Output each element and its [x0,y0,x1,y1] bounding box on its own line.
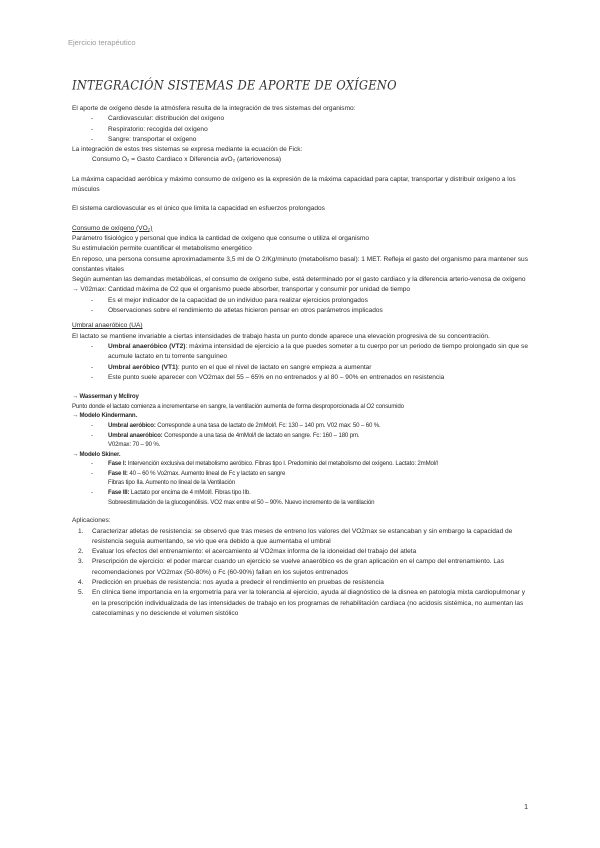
item-number: 1. [78,527,84,535]
definition: Este punto suele aparecer con VO2max del 55 – 65% en no entrenados y al 80 – 90% en entrenados en resistencia [108,373,445,381]
kindermann-list [72,421,534,440]
intro-paragraph: El aporte de oxígeno desde la atmósfera resulta de la integración de tres sistemas del organismo: [72,105,356,112]
term: Umbral aeróbico: [108,421,156,429]
fick-equation: Consumo O₂ = Gasto Cardiaco x Diferencia avO₂ (arteriovenosa) [92,156,282,164]
definition: Fibras tipo IIa. Aumento no lineal de la Ventilación [108,479,236,487]
item-text: Prescripción de ejercicio: el poder marcar cuando un ejercicio se vuelve anaeróbico es de gran aplicación en el campo del entrenamiento. Las recomendaciones por VO2max (50-80%) o Fc (60-90%) fallan en los sujetos entrenados [92,558,504,576]
vo2max-line: → V02max: Cantidad máxima de O2 que el organismo puede absorber, transportar y consumir por unidad de tiempo [72,286,411,294]
item-number: 3. [78,558,84,566]
list-item [72,431,534,441]
cardio-paragraph: El sistema cardiovascular es el único que limita la capacidad en esfuerzos prolongados [72,205,325,213]
term: Fase II: [108,469,128,477]
wasserman-text: Punto donde el lactato comienza a incrementarse en sangre, la ventilación aumenta de forma desproporcionada al O2 consumido [72,402,404,410]
vo2-line: Parámetro fisiológico y personal que indica la cantidad de oxígeno que consume o utiliza el organismo [72,234,369,242]
models-section [72,392,534,507]
term: Fase III: [108,489,130,497]
list-item [72,373,534,383]
vo2-line: En reposo, una persona consume aproximadamente 3,5 ml de O 2/Kg/minuto (metabolismo basal): 1 MET. Refleja el gasto del organismo para mantener sus constantes vitales [72,255,528,273]
list-item [72,363,534,373]
list-item [72,557,534,578]
vo2-line: Según aumentan las demandas metabólicas, el consumo de oxígeno sube, está determinado por el gasto cardiaco y la diferencia arterio-venosa de oxígeno [72,276,526,284]
list-item: - Respiratorio: recogida del oxígeno [72,125,534,135]
applications-heading: Aplicaciones: [72,517,111,525]
running-header: Ejercicio terapéutico [68,38,136,47]
item-text: En clínica tiene importancia en la ergometría para ver la tolerancia al ejercicio, ayuda al diagnóstico de la disnea en patología mixta cardiopulmonar y en la prescripción individualizada de las intensidades de trabajo en los programas de rehabilitación cardiaca (no acidosis sistémica, no aumentan las catecolaminas y no desciende el volumen sistólico [92,589,526,617]
item-number: 5. [78,589,84,597]
definition: : máxima intensidad de ejercicio a la que puedes someter a tu cuerpo por un periodo de tiempo prolongado sin que se acumule lactato en tu torrente sanguíneo [108,342,528,361]
definition: Corresponde a una tasa de 4mMol/l de lactato en sangre. Fc: 160 – 180 pm. [162,431,360,439]
definition: Intervención exclusiva del metabolismo aeróbico. Fibras tipo I. Predominio del metabolismo del oxígeno. Lactato: 2mMol/l [126,460,438,468]
document-body [72,104,534,619]
wasserman-heading: → Wasserman y Mcllroy [72,393,139,401]
list-item [72,342,534,363]
item-number: 4. [78,579,84,587]
item-text: Evaluar los efectos del entrenamiento: el acercamiento al VO2max informa de la idoneidad del trabajo del atleta [92,548,417,556]
kindermann-extra: V02max: 70 – 90 %. [108,441,161,449]
list-item: - Sangre: transportar el oxígeno [72,135,534,145]
applications-list [72,527,534,620]
item-number: 2. [78,548,84,556]
list-item: - Cardiovascular: distribución del oxígeno [72,114,534,124]
definition: Sobreestimulación de la glucogenólisis. VO2 max entre el 50 – 90%. Nuevo incremento de la ventilación [108,498,375,506]
definition: 40 – 60 % Vo2max. Aumento lineal de Fc y lactato en sangre [127,469,286,477]
list-item [72,588,534,619]
item-text: Predicción en pruebas de resistencia: nos ayuda a predecir el rendimiento en pruebas de resistencia [92,579,384,587]
term: Umbral aeróbico (VT1) [108,363,178,371]
page-title: INTEGRACIÓN SISTEMAS DE APORTE DE OXÍGENO [72,77,397,94]
systems-list [72,114,534,145]
kindermann-heading: → Modelo Kindermann. [72,412,138,420]
list-item [72,488,534,507]
ua-list [72,342,534,383]
list-item: - Observaciones sobre el rendimiento de atletas hicieron pensar en otros parámetros implicados [72,306,534,316]
definition: Lactato por encima de 4 mMol/l. Fibras tipo IIb. [129,489,251,497]
vo2-heading: Consumo de oxígeno (VO₂) [72,224,153,232]
item-text: Caracterizar atletas de resistencia: se observó que tras meses de entreno los valores del VO2max se estancaban y sin embargo la capacidad de resistencia seguía aumentando, se vio que era debido a que aumentaba el umbral [92,527,513,545]
ua-heading: Umbral anaeróbico (UA) [72,322,143,330]
ua-paragraph: El lactato se mantiene invariable a ciertas intensidades de trabajo hasta un punto donde aparece una elevación progresiva de su concentración. [72,332,490,340]
skinner-list [72,459,534,507]
term: Umbral anaeróbico (VT2) [108,342,186,350]
list-item [72,459,534,469]
list-item [72,578,534,588]
term: Fase I: [108,460,127,468]
list-item [72,527,534,548]
list-item [72,421,534,431]
page-number: 1 [524,802,529,811]
vo2max-list [72,296,534,317]
max-capacity-paragraph: La máxima capacidad aeróbica y máximo consumo de oxígeno es la expresión de la máxima capacidad para captar, transportar y distribuir oxígeno a los músculos [72,175,516,194]
list-item: - Es el mejor indicador de la capacidad de un individuo para realizar ejercicios prolongados [72,296,534,306]
list-item [72,469,534,488]
definition: : punto en el que el nivel de lactato en sangre empieza a aumentar [177,363,372,371]
vo2-line: Su estimulación permite cuantificar el metabolismo energético [72,245,252,253]
skinner-heading: → Modelo Skiner. [72,450,121,458]
term: Umbral anaeróbico: [108,431,163,439]
definition: Corresponde a una tasa de lactato de 2mMol/l. Fc: 130 – 140 pm. V02 max: 50 – 60 %. [155,421,381,429]
fick-intro: La integración de estos tres sistemas se expresa mediante la ecuación de Fick: [72,146,303,154]
list-item [72,547,534,557]
